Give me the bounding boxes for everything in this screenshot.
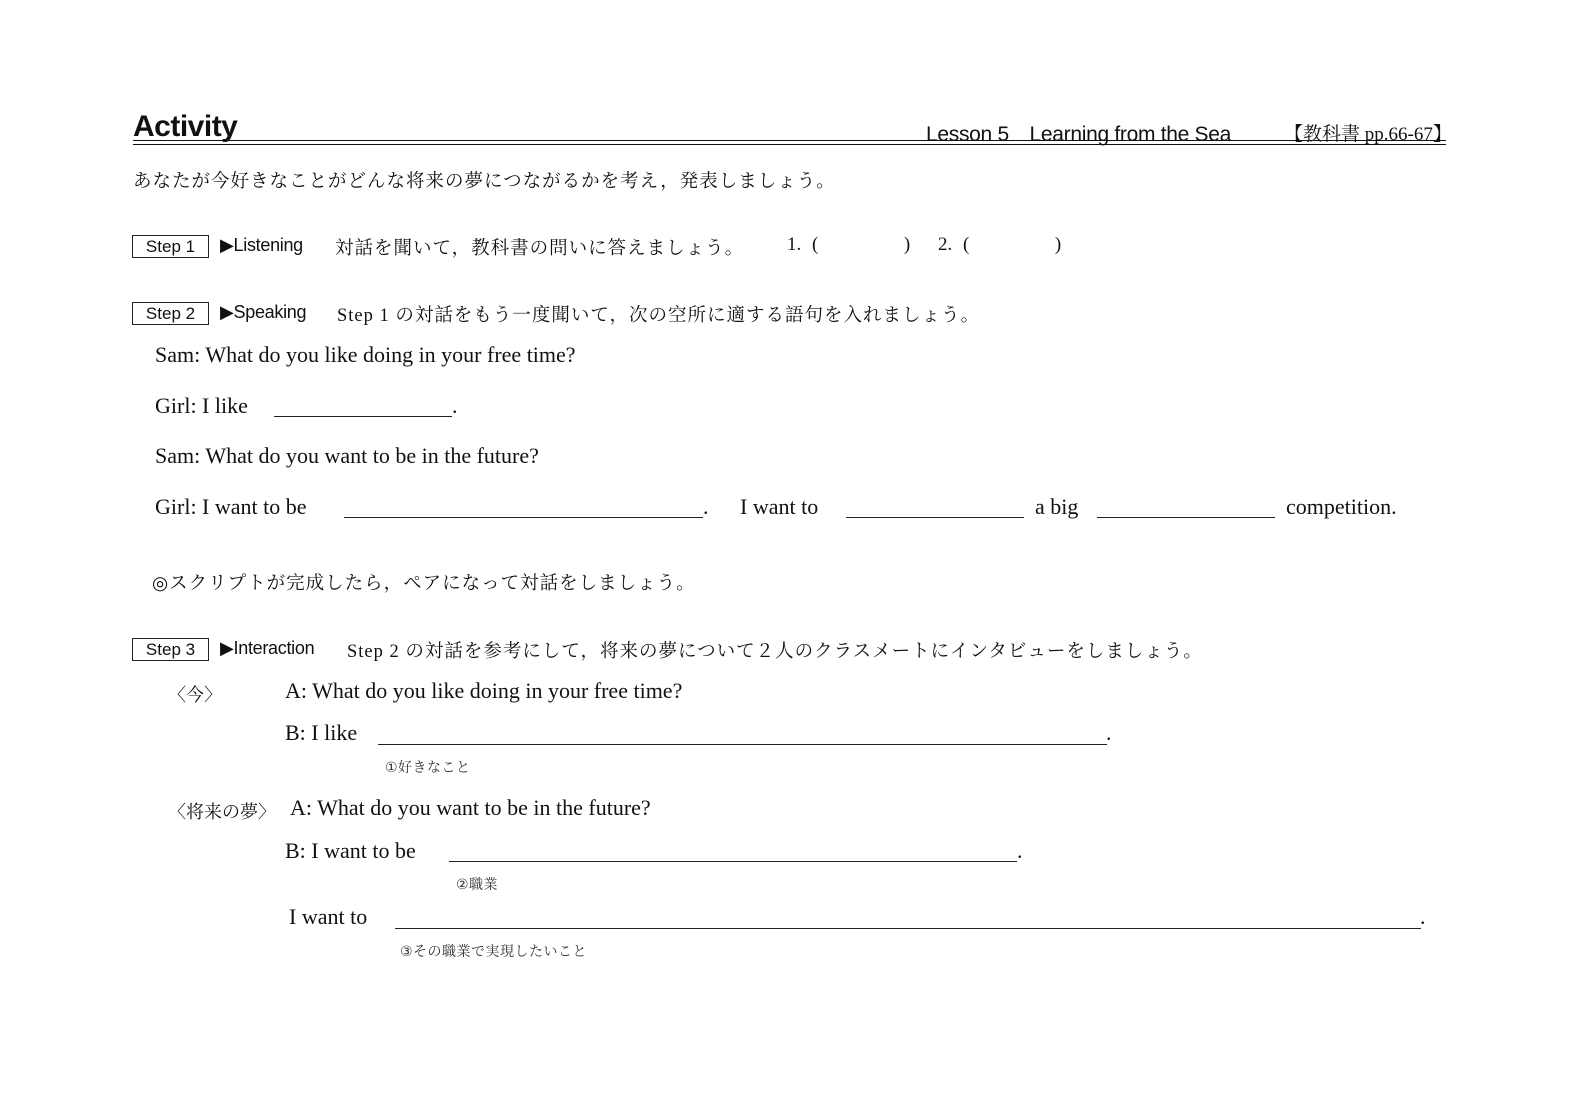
step3-badge: Step 3 <box>132 638 209 661</box>
future-label: 〈将来の夢〉 <box>168 802 276 822</box>
girl-want-to-blank[interactable] <box>846 517 1024 518</box>
lesson-title: Lesson 5 Learning from the Sea <box>926 123 1232 146</box>
future-job-hint: ②職業 <box>456 876 499 892</box>
future-want-to-blank[interactable] <box>395 928 1421 929</box>
header-rule <box>133 140 1446 141</box>
step1-instruction: 対話を聞いて，教科書の問いに答えましょう。 <box>335 239 745 259</box>
step2-kind: ▶Speaking <box>220 302 307 322</box>
answer-2-open-paren: ( <box>963 234 970 255</box>
girl-job-period: . <box>703 494 709 519</box>
step1-kind: ▶Listening <box>220 235 303 255</box>
textbook-pages: 【教科書 pp.66-67】 <box>1284 124 1452 145</box>
answer-2-number: 2. <box>938 234 953 255</box>
girl-want-to-label: I want to <box>740 494 819 519</box>
answer-1-close-paren: ) <box>903 234 911 255</box>
step1-answer-1 <box>787 234 910 256</box>
now-answer-period: . <box>1106 720 1112 745</box>
dialogue-line-girl-1-prefix: Girl: I like <box>155 393 248 418</box>
girl-a-big-label: a big <box>1035 494 1079 519</box>
step2-badge: Step 2 <box>132 302 209 325</box>
step3-kind: ▶Interaction <box>220 638 315 658</box>
girl-competition-blank[interactable] <box>1097 517 1275 518</box>
future-want-to-hint: ③その職業で実現したいこと <box>400 943 588 959</box>
now-hint: ①好きなこと <box>385 759 471 775</box>
girl-competition-label: competition. <box>1286 494 1397 519</box>
dialogue-line-sam-2: Sam: What do you want to be in the future? <box>155 443 539 468</box>
future-job-blank[interactable] <box>449 861 1017 862</box>
future-want-to-prefix: I want to <box>289 904 368 929</box>
answer-1-open-paren: ( <box>812 234 819 255</box>
girl-like-period: . <box>452 393 458 418</box>
now-label: 〈今〉 <box>168 685 222 705</box>
now-question: A: What do you like doing in your free time? <box>285 678 683 703</box>
answer-2-close-paren: ) <box>1054 234 1062 255</box>
page-title: Activity <box>133 110 238 143</box>
now-answer-prefix: B: I like <box>285 720 358 745</box>
future-job-period: . <box>1017 838 1023 863</box>
answer-1-number: 1. <box>787 234 802 255</box>
header-rule-double <box>133 144 1446 145</box>
dialogue-line-girl-2-prefix: Girl: I want to be <box>155 494 307 519</box>
girl-like-blank[interactable] <box>274 416 452 417</box>
girl-job-blank[interactable] <box>344 517 703 518</box>
future-question: A: What do you want to be in the future? <box>290 795 651 820</box>
step2-instruction: Step 1 の対話をもう一度聞いて，次の空所に適する語句を入れましょう。 <box>337 306 981 326</box>
future-want-to-period: . <box>1420 904 1426 929</box>
step1-badge: Step 1 <box>132 235 209 258</box>
future-answer-prefix: B: I want to be <box>285 838 416 863</box>
step1-answer-2 <box>938 234 1061 256</box>
step3-instruction: Step 2 の対話を参考にして，将来の夢について２人のクラスメートにインタビューをしましょう。 <box>347 642 1203 662</box>
now-answer-blank[interactable] <box>378 744 1107 745</box>
dialogue-line-sam-1: Sam: What do you like doing in your free time? <box>155 342 576 367</box>
intro-instruction: あなたが今好きなことがどんな将来の夢につながるかを考え，発表しましょう。 <box>133 172 836 192</box>
step2-note: ◎スクリプトが完成したら，ペアになって対話をしましょう。 <box>152 574 696 594</box>
